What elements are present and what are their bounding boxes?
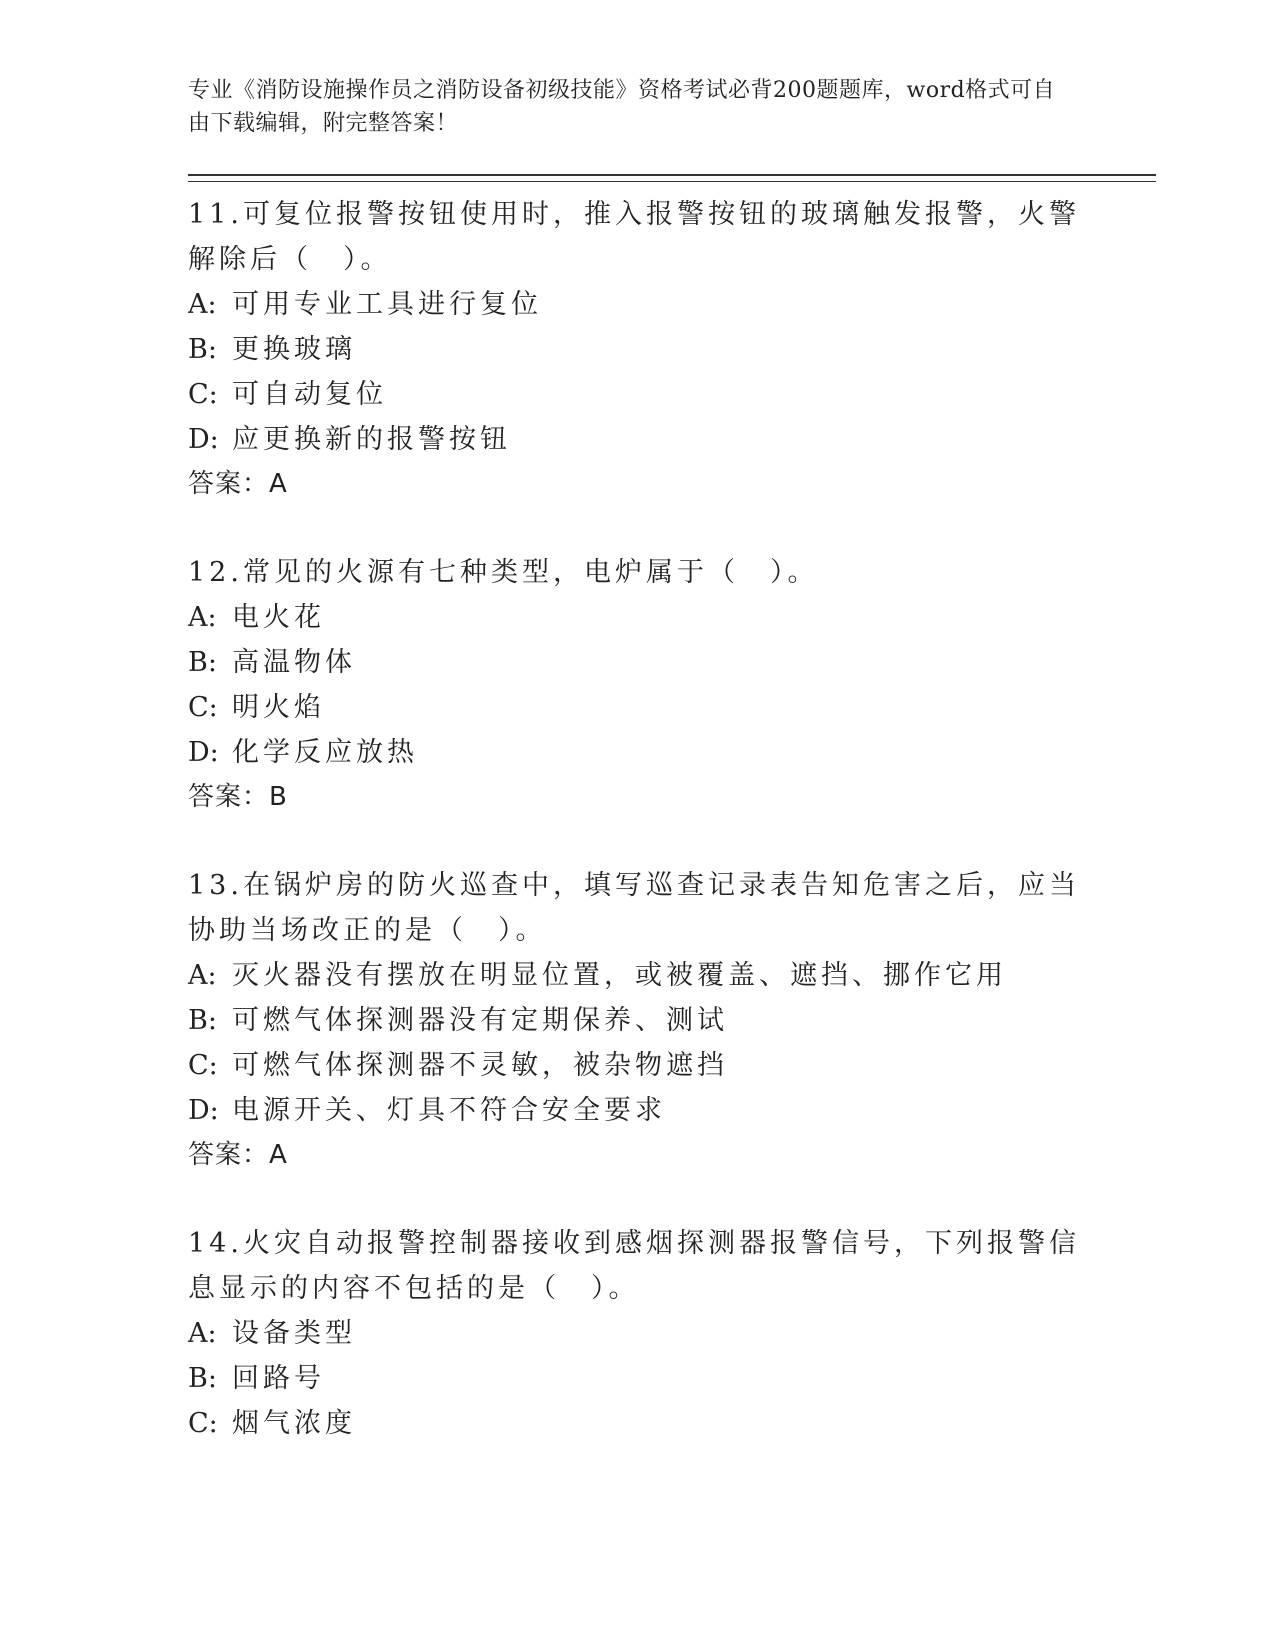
option-c [188,1043,1156,1088]
option-text: 电火花 [232,602,325,633]
option-b [188,640,1156,685]
option-d [188,417,1156,462]
option-a [188,595,1156,640]
option-text: 可燃气体探测器没有定期保养、测试 [232,1005,728,1036]
option-text: 更换玻璃 [232,334,356,365]
option-text: 电源开关、灯具不符合安全要求 [232,1095,666,1126]
option-text: 可用专业工具进行复位 [232,289,542,320]
option-key: C: [188,692,218,723]
option-key: A: [188,289,217,320]
answer-line: 答案：A [188,469,288,499]
option-key: A: [188,1318,217,1349]
document-page [188,74,1156,1446]
answer-line: 答案：B [188,782,288,812]
option-text: 可燃气体探测器不灵敏，被杂物遮挡 [232,1050,728,1081]
option-text: 化学反应放热 [232,737,418,768]
question-12 [188,550,1156,820]
option-key: A: [188,602,217,633]
option-key: C: [188,379,218,410]
option-key: A: [188,960,217,991]
option-key: D: [188,1095,219,1126]
option-c [188,685,1156,730]
question-11 [188,192,1156,507]
question-13 [188,863,1156,1178]
option-key: D: [188,737,219,768]
option-key: B: [188,647,217,678]
option-text: 高温物体 [232,647,356,678]
option-text: 设备类型 [232,1318,356,1349]
option-text: 灭火器没有摆放在明显位置，或被覆盖、遮挡、挪作它用 [232,960,1007,991]
header-divider [188,174,1156,182]
option-key: C: [188,1408,218,1439]
option-c [188,372,1156,417]
option-a [188,282,1156,327]
question-stem: 12.常见的火源有七种类型，电炉属于（ ）。 [188,557,819,588]
option-b [188,327,1156,372]
option-a [188,953,1156,998]
question-stem: 14.火灾自动报警控制器接收到感烟探测器报警信号，下列报警信息显示的内容不包括的是（ ）。 [188,1228,1080,1304]
question-spacer [188,1178,1156,1221]
option-c [188,1401,1156,1446]
option-key: B: [188,334,217,365]
option-text: 明火焰 [232,692,325,723]
option-d [188,1088,1156,1133]
question-14 [188,1221,1156,1446]
option-text: 应更换新的报警按钮 [232,424,511,455]
option-text: 烟气浓度 [232,1408,356,1439]
question-spacer [188,820,1156,863]
question-stem: 13.在锅炉房的防火巡查中，填写巡查记录表告知危害之后，应当协助当场改正的是（ ）。 [188,870,1080,946]
question-spacer [188,507,1156,550]
option-text: 可自动复位 [232,379,387,410]
question-stem: 11.可复位报警按钮使用时，推入报警按钮的玻璃触发报警，火警解除后（ ）。 [188,199,1080,275]
document-header: 专业《消防设施操作员之消防设备初级技能》资格考试必背200题题库，word格式可自由下载编辑，附完整答案！ [188,78,1056,136]
option-key: B: [188,1005,217,1036]
option-key: B: [188,1363,217,1394]
option-d [188,730,1156,775]
answer-line: 答案：A [188,1140,288,1170]
option-b [188,1356,1156,1401]
option-b [188,998,1156,1043]
option-text: 回路号 [232,1363,325,1394]
option-key: D: [188,424,219,455]
option-key: C: [188,1050,218,1081]
option-a [188,1311,1156,1356]
